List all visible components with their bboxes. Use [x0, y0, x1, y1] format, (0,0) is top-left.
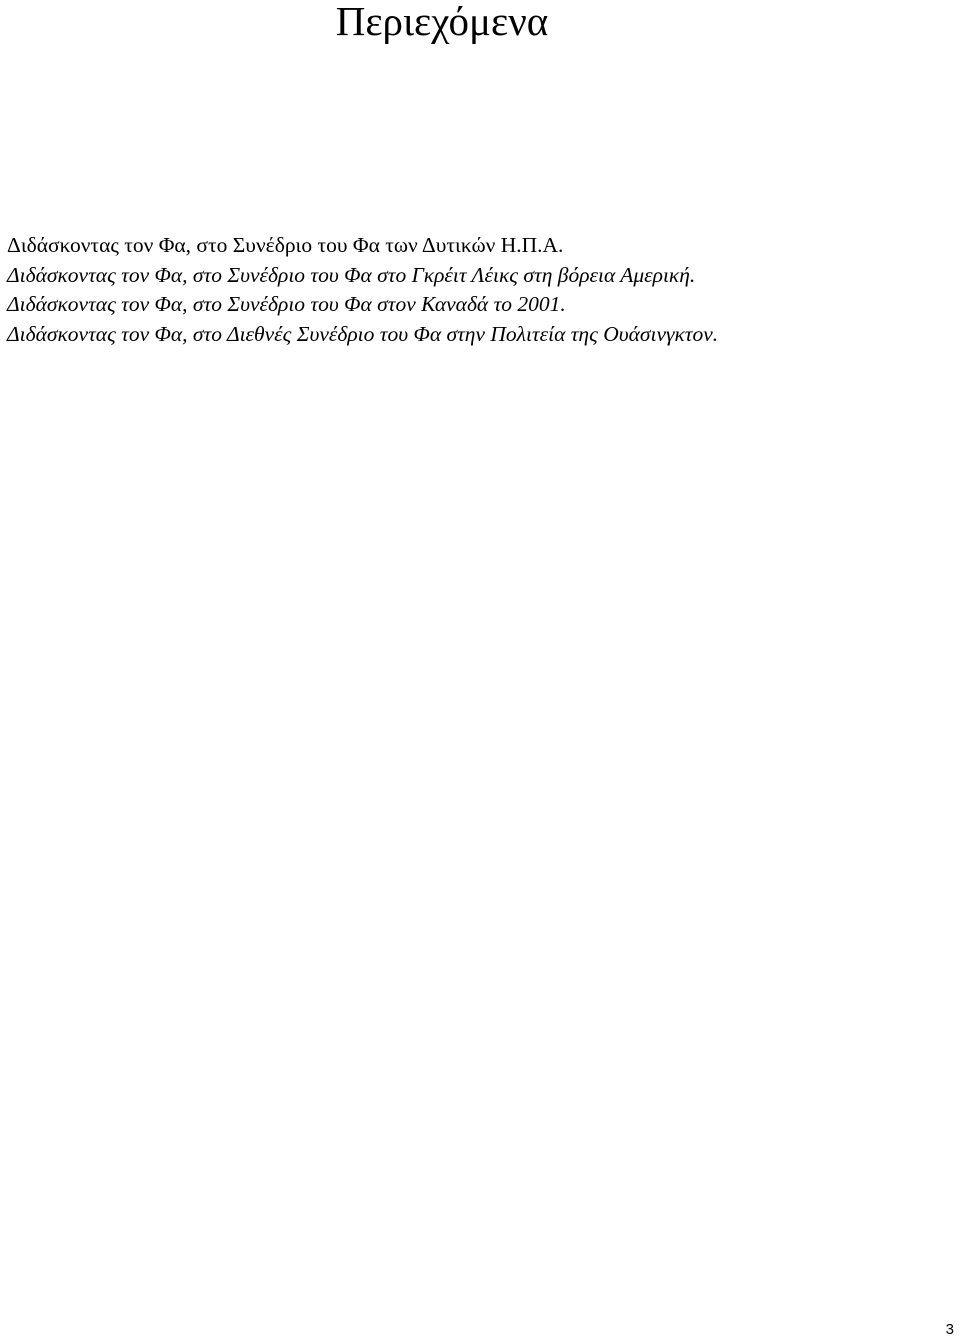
table-of-contents	[7, 231, 952, 349]
toc-entry-canada-2001[interactable]: Διδάσκοντας τον Φα, στο Συνέδριο του Φα στον Καναδά το 2001.	[7, 292, 566, 317]
toc-entry-western-usa[interactable]: Διδάσκοντας τον Φα, στο Συνέδριο του Φα των Δυτικών Η.Π.Α.	[7, 233, 564, 257]
page-number: 3	[945, 1321, 954, 1338]
toc-entry-washington[interactable]: Διδάσκοντας τον Φα, στο Διεθνές Συνέδριο του Φα στην Πολιτεία της Ουάσινγκτον.	[7, 321, 719, 346]
toc-entry-great-lakes[interactable]: Διδάσκοντας τον Φα, στο Συνέδριο του Φα στο Γκρέιτ Λέικς στη βόρεια Αμερική.	[7, 262, 696, 287]
page-title: Περιεχόμενα	[335, 0, 549, 44]
